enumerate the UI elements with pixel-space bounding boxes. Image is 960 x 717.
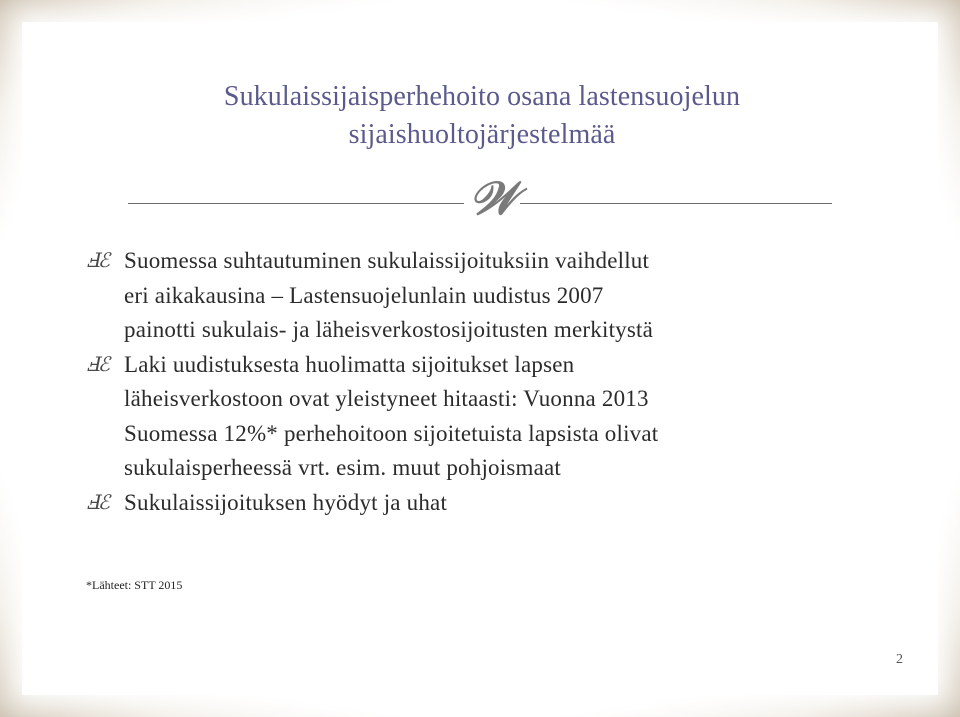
bullet-line: Suomessa 12%* perhehoitoon sijoitetuista lapsista olivat [124,420,659,446]
page-number: 2 [896,652,903,667]
bullet-text [124,486,878,521]
bullet-line: Suomessa suhtautuminen sukulaissijoituksiin vaihdellut [124,248,650,273]
bullet-line: sukulaisperheessä vrt. esim. muut pohjoismaat [124,455,561,480]
bullet-item [88,244,878,348]
bullet-item [88,486,878,521]
slide-title [52,78,912,154]
title-line: Sukulaissijaisperhehoito osana lastensuojelun [223,81,741,112]
bullet-line: eri aikakausina – Lastensuojelunlain uudistus 2007 [124,282,604,308]
ornament-bullet-icon: Ⅎℰ [88,351,106,376]
bullet-text [124,244,878,348]
ornament-bullet-icon: Ⅎℰ [88,489,106,514]
ornament-bullet-icon: Ⅎℰ [88,248,106,272]
bullet-text [124,348,878,486]
divider-line-right [520,203,832,204]
ornament-divider-icon: 𝒲 [468,171,518,225]
bullet-list [88,244,878,520]
bullet-line: painotti sukulais- ja läheisverkostosijoitusten merkitystä [124,317,654,342]
bullet-line: Sukulaissijoituksen hyödyt ja uhat [124,489,448,515]
bullet-item [88,348,878,486]
bullet-line: Laki uudistuksesta huolimatta sijoitukset lapsen [124,351,575,377]
footnote: *Lähteet: STT 2015 [86,578,183,592]
title-line: sijaishuoltojärjestelmää [348,119,616,150]
divider-line-left [128,203,464,204]
bullet-line: läheisverkostoon ovat yleistyneet hitaasti: Vuonna 2013 [124,386,649,411]
slide [22,22,938,695]
